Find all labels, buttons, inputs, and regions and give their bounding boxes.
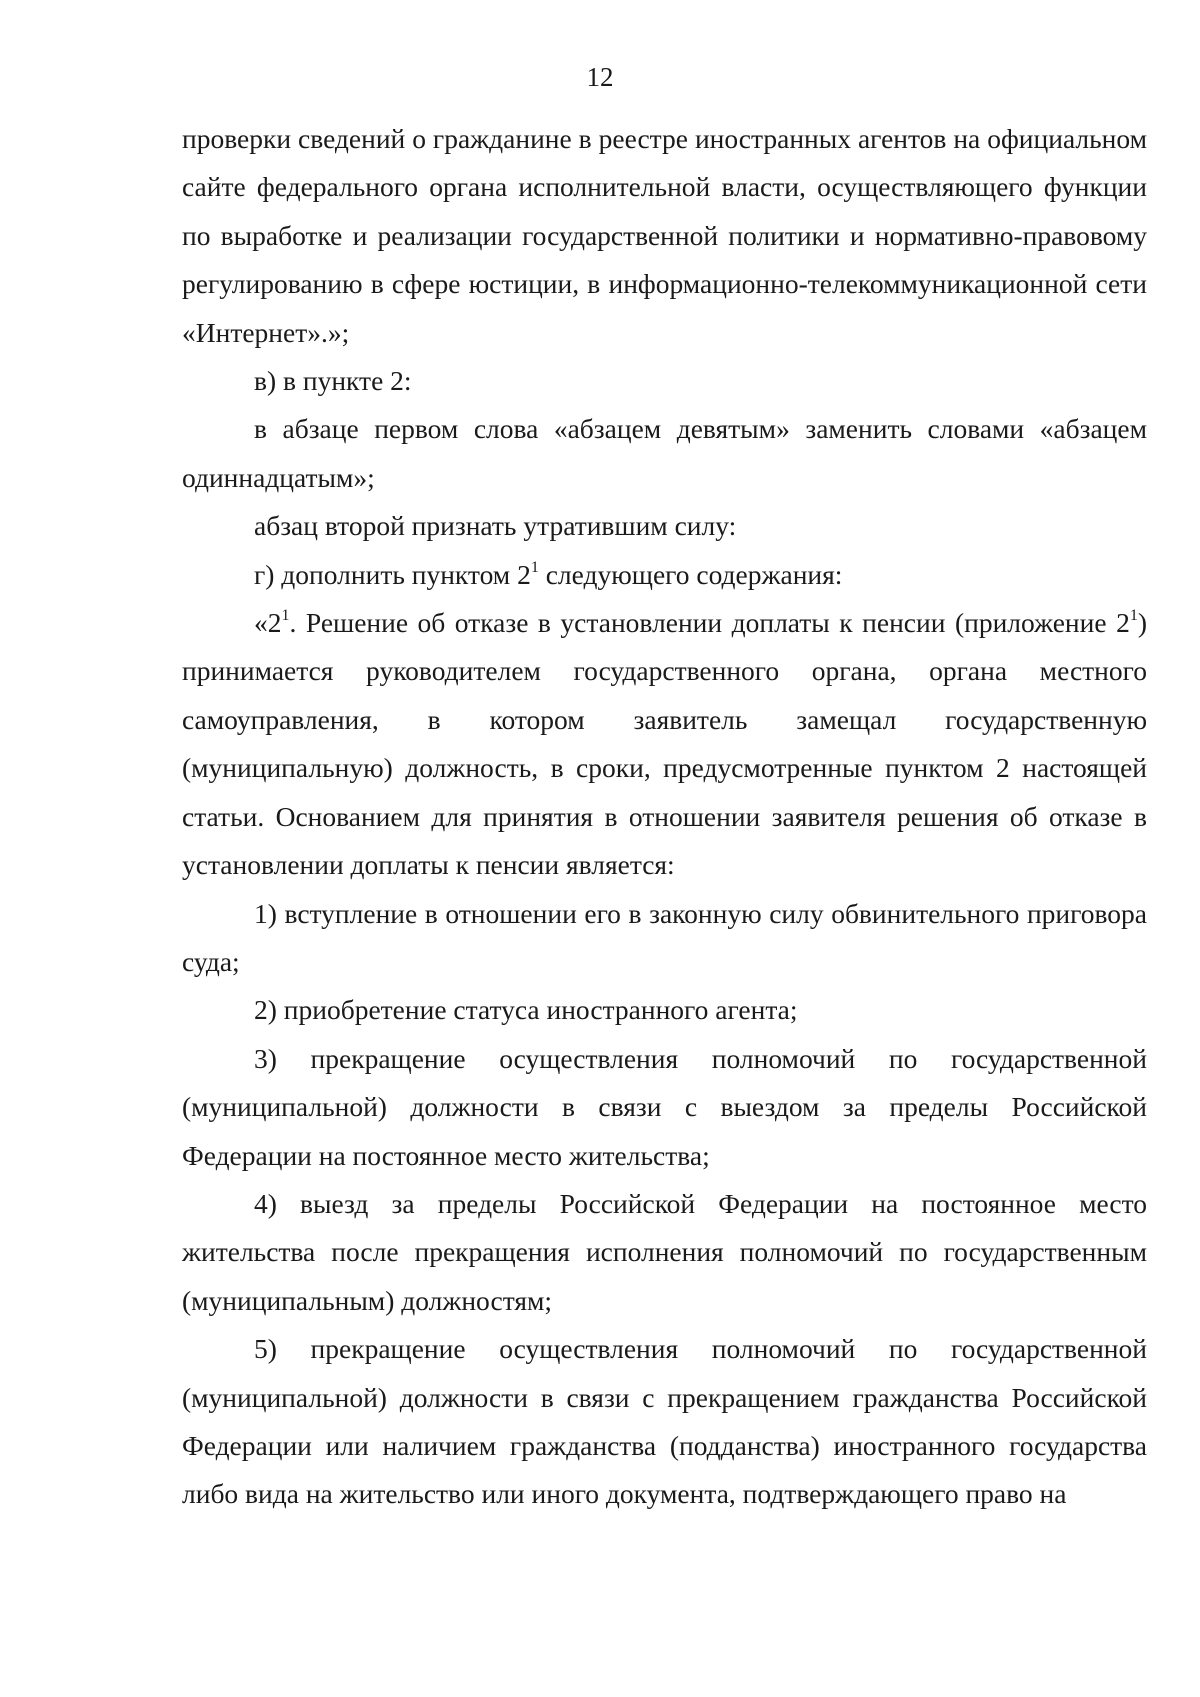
paragraph-abzac-second: абзац второй признать утратившим силу: bbox=[254, 510, 737, 542]
point-2-1-part1: «2 bbox=[254, 607, 282, 639]
paragraph-item-g bbox=[182, 551, 1147, 599]
paragraph-continuation: проверки сведений о гражданине в реестре иностранных агентов на официальном сайте федерального органа исполнительной власти, осуществляющего функции по выработке и реализации государственной политики и нормативно-правовому регулированию в сфере юстиции, в информационно-телекоммуникационной сети «Интернет».»; bbox=[182, 123, 1147, 348]
list-item-1: 1) вступление в отношении его в законную силу обвинительного приговора суда; bbox=[182, 897, 1147, 977]
list-item-2: 2) приобретение статуса иностранного агента; bbox=[254, 994, 798, 1026]
item-g-superscript: 1 bbox=[530, 558, 539, 576]
point-2-1-superscript-1: 1 bbox=[281, 606, 290, 624]
paragraph-item-v: в) в пункте 2: bbox=[254, 365, 412, 397]
list-item-3: 3) прекращение осуществления полномочий по государственной (муниципальной) должности в связи с выездом за пределы Российской Федерации на постоянное место жительства; bbox=[182, 1042, 1147, 1171]
list-item-4: 4) выезд за пределы Российской Федерации на постоянное место жительства после прекращения исполнения полномочий по государственным (муниципальным) должностям; bbox=[182, 1187, 1147, 1316]
point-2-1-part3: ) принимается руководителем государственного органа, органа местного самоуправления, в котором заявитель замещал государственную (муниципальную) должность, в сроки, предусмотренные пунктом 2 настоящей статьи. Основанием для принятия в отношении заявителя решения об отказе в установлении доплаты к пенсии является: bbox=[182, 607, 1147, 881]
paragraph-abzac-first: в абзаце первом слова «абзацем девятым» заменить словами «абзацем одиннадцатым»; bbox=[182, 413, 1147, 493]
item-g-text-after: следующего содержания: bbox=[538, 558, 843, 590]
point-2-1-superscript-2: 1 bbox=[1129, 606, 1138, 624]
item-g-text-before: г) дополнить пунктом 2 bbox=[254, 558, 531, 590]
document-body bbox=[182, 115, 1147, 1519]
paragraph-point-2-1 bbox=[182, 599, 1147, 889]
page-number: 12 bbox=[586, 62, 614, 92]
list-item-5: 5) прекращение осуществления полномочий по государственной (муниципальной) должности в связи с прекращением гражданства Российской Федерации или наличием гражданства (подданства) иностранного государства либо вида на жительство или иного документа, подтверждающего право на bbox=[182, 1333, 1147, 1510]
point-2-1-part2: . Решение об отказе в установлении доплаты к пенсии (приложение 2 bbox=[289, 607, 1130, 639]
